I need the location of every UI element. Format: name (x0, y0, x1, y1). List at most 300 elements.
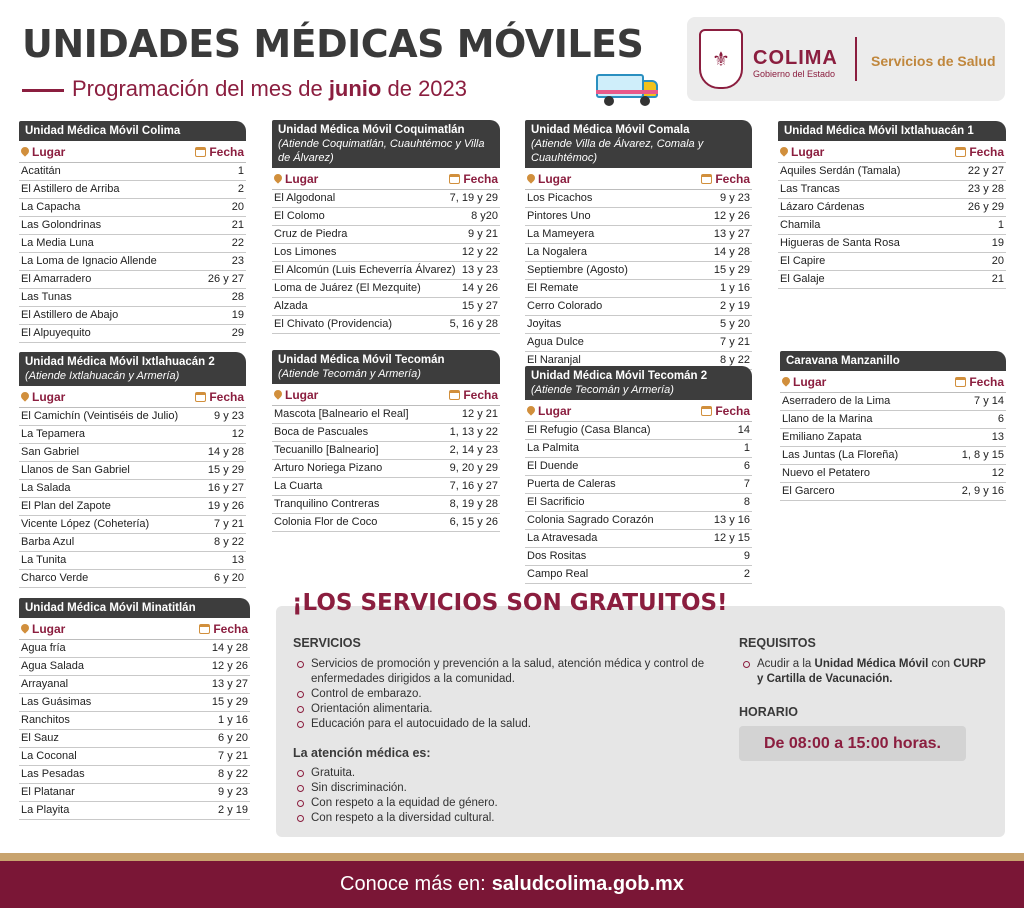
place-name: El Remate (527, 282, 579, 294)
visit-dates: 15 y 29 (207, 464, 244, 476)
place-name: El Refugio (Casa Blanca) (527, 424, 651, 436)
place-label: Lugar (32, 390, 66, 404)
table-row (19, 307, 246, 325)
table-row (19, 217, 246, 235)
state-seal-icon: ⚜ (699, 29, 743, 89)
place-name: Las Guásimas (21, 696, 92, 708)
place-name: El Astillero de Arriba (21, 183, 120, 195)
table-row (272, 262, 500, 280)
table-row (525, 316, 752, 334)
table-row (272, 442, 500, 460)
table-row (19, 802, 250, 820)
place-name: La Tunita (21, 554, 67, 566)
visit-dates: 20 (231, 201, 244, 213)
visit-dates: 12 y 21 (461, 408, 498, 420)
card-subtitle: (Atiende Tecomán y Armería) (531, 384, 674, 396)
logo-divider (855, 37, 857, 81)
date-label: Fecha (715, 404, 750, 418)
date-header (955, 375, 1004, 389)
table-row (778, 217, 1006, 235)
place-header (21, 390, 65, 404)
list-item: Con respeto a la diversidad cultural. (293, 811, 723, 826)
table-row (525, 208, 752, 226)
place-name: Las Juntas (La Floreña) (782, 449, 899, 461)
subtitle-post: de 2023 (387, 76, 468, 101)
visit-dates: 13 (991, 431, 1004, 443)
date-label: Fecha (213, 622, 248, 636)
place-header (21, 622, 65, 636)
subtitle-month: junio (328, 76, 382, 101)
place-name: La Nogalera (527, 246, 587, 258)
table-row (778, 181, 1006, 199)
place-name: Charco Verde (21, 572, 89, 584)
column-header (19, 141, 246, 163)
place-header (274, 172, 318, 186)
list-item: Orientación alimentaria. (293, 702, 723, 717)
place-name: Nuevo el Petatero (782, 467, 871, 479)
place-name: Cruz de Piedra (274, 228, 348, 240)
table-row (272, 190, 500, 208)
place-name: Lázaro Cárdenas (780, 201, 865, 213)
table-row (778, 163, 1006, 181)
place-name: La Cuarta (274, 480, 323, 492)
card-tecoman-2 (525, 366, 752, 584)
table-row (525, 458, 752, 476)
calendar-icon (195, 392, 206, 402)
visit-dates: 6 (743, 460, 750, 472)
card-comala (525, 120, 752, 370)
logo-tagline: Gobierno del Estado (753, 69, 836, 79)
calendar-icon (449, 390, 460, 400)
card-colima (19, 121, 246, 343)
place-name: El Astillero de Abajo (21, 309, 119, 321)
visit-dates: 6 y 20 (218, 732, 248, 744)
table-row (19, 534, 246, 552)
table-row (525, 422, 752, 440)
table-row (272, 244, 500, 262)
place-name: Tecuanillo [Balneario] (274, 444, 379, 456)
visit-dates: 2 y 19 (218, 804, 248, 816)
card-ixtlahuacan-1 (778, 121, 1006, 289)
visit-dates: 29 (231, 327, 244, 339)
visit-dates: 12 (231, 428, 244, 440)
visit-dates: 8 y 22 (214, 536, 244, 548)
card-title (525, 120, 752, 168)
table-row (525, 298, 752, 316)
date-header (195, 390, 244, 404)
visit-dates: 20 (991, 255, 1004, 267)
medical-truck-icon (596, 70, 660, 106)
place-name: Joyitas (527, 318, 562, 330)
calendar-icon (449, 174, 460, 184)
place-name: Aserradero de la Lima (782, 395, 891, 407)
visit-dates: 6 (997, 413, 1004, 425)
card-title (19, 352, 246, 386)
card-title-text: Unidad Médica Móvil Ixtlahuacán 1 (784, 125, 974, 137)
place-name: Las Pesadas (21, 768, 85, 780)
place-name: El Algodonal (274, 192, 336, 204)
table-row (272, 298, 500, 316)
place-name: La Loma de Ignacio Allende (21, 255, 157, 267)
visit-dates: 26 y 29 (967, 201, 1004, 213)
place-name: Cerro Colorado (527, 300, 603, 312)
attention-list (293, 766, 723, 826)
card-subtitle: (Atiende Coquimatlán, Cuauhtémoc y Villa de Álvarez) (278, 138, 485, 164)
table-row (525, 530, 752, 548)
visit-dates: 8 y 22 (218, 768, 248, 780)
visit-dates: 12 (991, 467, 1004, 479)
visit-dates: 9 y 23 (214, 410, 244, 422)
table-row (778, 199, 1006, 217)
card-subtitle: (Atiende Tecomán y Armería) (278, 368, 421, 380)
place-name: La Salada (21, 482, 71, 494)
visit-dates: 7, 16 y 27 (449, 480, 498, 492)
visit-dates: 13 y 23 (461, 264, 498, 276)
visit-dates: 9 y 23 (218, 786, 248, 798)
map-pin-icon (527, 174, 535, 184)
table-row (525, 244, 752, 262)
place-name: La Tepamera (21, 428, 86, 440)
place-name: Dos Rositas (527, 550, 587, 562)
visit-dates: 21 (991, 273, 1004, 285)
visit-dates: 7, 19 y 29 (449, 192, 498, 204)
requirements-list (739, 657, 989, 687)
date-header (955, 145, 1004, 159)
date-header (449, 388, 498, 402)
column-header (272, 384, 500, 406)
table-row (19, 784, 250, 802)
table-row (19, 498, 246, 516)
table-row (19, 730, 250, 748)
place-name: Los Limones (274, 246, 337, 258)
table-row (19, 426, 246, 444)
visit-dates: 7 y 21 (218, 750, 248, 762)
card-title (778, 121, 1006, 141)
visit-dates: 13 (231, 554, 244, 566)
card-title-text: Unidad Médica Móvil Ixtlahuacán 2 (25, 356, 215, 368)
place-label: Lugar (791, 145, 825, 159)
calendar-icon (701, 174, 712, 184)
req-text-docs: CURP y Cartilla de Vacunación. (757, 658, 986, 685)
table-row (19, 408, 246, 426)
table-row (19, 271, 246, 289)
visit-dates: 19 y 26 (207, 500, 244, 512)
logo-department: Servicios de Salud (871, 53, 996, 69)
place-name: El Plan del Zapote (21, 500, 111, 512)
visit-dates: 8 y20 (471, 210, 498, 222)
logo-name: COLIMA (753, 47, 838, 69)
requirements-heading: REQUISITOS (739, 636, 816, 650)
map-pin-icon (21, 624, 29, 634)
card-title-text: Caravana Manzanillo (786, 355, 900, 367)
column-header (272, 168, 500, 190)
visit-dates: 14 y 28 (713, 246, 750, 258)
table-row (272, 424, 500, 442)
card-subtitle: (Atiende Villa de Álvarez, Comala y Cuauhtémoc) (531, 138, 704, 164)
table-row (525, 476, 752, 494)
visit-dates: 22 y 27 (967, 165, 1004, 177)
place-label: Lugar (32, 145, 66, 159)
table-row (778, 235, 1006, 253)
place-name: Vicente López (Cohetería) (21, 518, 150, 530)
date-label: Fecha (209, 390, 244, 404)
footer-link[interactable]: saludcolima.gob.mx (491, 873, 684, 895)
place-name: El Platanar (21, 786, 75, 798)
visit-dates: 22 (231, 237, 244, 249)
schedule-hours: De 08:00 a 15:00 horas. (739, 726, 966, 761)
visit-dates: 1 y 16 (720, 282, 750, 294)
date-label: Fecha (969, 145, 1004, 159)
visit-dates: 15 y 29 (211, 696, 248, 708)
visit-dates: 5, 16 y 28 (449, 318, 498, 330)
visit-dates: 13 y 16 (713, 514, 750, 526)
table-row (525, 334, 752, 352)
card-title (525, 366, 752, 400)
visit-dates: 7 y 14 (974, 395, 1004, 407)
table-row (525, 262, 752, 280)
date-label: Fecha (969, 375, 1004, 389)
place-name: La Coconal (21, 750, 77, 762)
visit-dates: 2 (237, 183, 244, 195)
calendar-icon (701, 406, 712, 416)
date-header (449, 172, 498, 186)
visit-dates: 8 (743, 496, 750, 508)
visit-dates: 16 y 27 (207, 482, 244, 494)
place-label: Lugar (793, 375, 827, 389)
table-row (272, 496, 500, 514)
table-row (19, 658, 250, 676)
page-subtitle (72, 76, 467, 102)
visit-dates: 14 y 28 (211, 642, 248, 654)
place-name: Agua Dulce (527, 336, 584, 348)
visit-dates: 6 y 20 (214, 572, 244, 584)
map-pin-icon (780, 147, 788, 157)
table-row (780, 411, 1006, 429)
place-name: La Palmita (527, 442, 579, 454)
table-row (19, 253, 246, 271)
date-header (701, 404, 750, 418)
place-name: El Garcero (782, 485, 835, 497)
footer-stripe (0, 853, 1024, 861)
place-name: Tranquilino Contreras (274, 498, 380, 510)
place-name: Ranchitos (21, 714, 70, 726)
table-row (525, 280, 752, 298)
visit-dates: 12 y 26 (211, 660, 248, 672)
table-row (19, 748, 250, 766)
card-title-text: Unidad Médica Móvil Comala (531, 124, 690, 136)
visit-dates: 19 (991, 237, 1004, 249)
place-name: Higueras de Santa Rosa (780, 237, 900, 249)
card-title (780, 351, 1006, 371)
place-name: Aquiles Serdán (Tamala) (780, 165, 901, 177)
visit-dates: 9, 20 y 29 (449, 462, 498, 474)
visit-dates: 6, 15 y 26 (449, 516, 498, 528)
visit-dates: 7 y 21 (214, 518, 244, 530)
place-name: Campo Real (527, 568, 589, 580)
card-title (272, 120, 500, 168)
attention-heading: La atención médica es: (293, 746, 431, 760)
place-name: Loma de Juárez (El Mezquite) (274, 282, 421, 294)
table-row (19, 480, 246, 498)
place-name: La Mameyera (527, 228, 595, 240)
services-list (293, 657, 723, 732)
place-name: Barba Azul (21, 536, 75, 548)
visit-dates: 12 y 22 (461, 246, 498, 258)
place-name: Alzada (274, 300, 308, 312)
table-row (272, 226, 500, 244)
date-label: Fecha (715, 172, 750, 186)
map-pin-icon (21, 147, 29, 157)
subtitle-pre: Programación del mes de (72, 76, 323, 101)
card-title (19, 121, 246, 141)
column-header (778, 141, 1006, 163)
table-row (525, 190, 752, 208)
date-header (199, 622, 248, 636)
card-title (272, 350, 500, 384)
card-title (19, 598, 250, 618)
table-row (525, 440, 752, 458)
visit-dates: 15 y 29 (713, 264, 750, 276)
place-name: El Sauz (21, 732, 59, 744)
place-name: Chamila (780, 219, 821, 231)
table-row (780, 465, 1006, 483)
req-text-pre: Acudir a la (757, 658, 812, 670)
visit-dates: 1, 13 y 22 (449, 426, 498, 438)
place-name: El Alpuyequito (21, 327, 91, 339)
table-row (19, 712, 250, 730)
list-item: Educación para el autocuidado de la salud. (293, 717, 723, 732)
place-name: Boca de Pascuales (274, 426, 369, 438)
table-row (525, 548, 752, 566)
visit-dates: 14 (737, 424, 750, 436)
list-item: Con respeto a la equidad de género. (293, 796, 723, 811)
req-text-unit: Unidad Médica Móvil (814, 658, 929, 670)
calendar-icon (195, 147, 206, 157)
place-name: La Capacha (21, 201, 81, 213)
visit-dates: 15 y 27 (461, 300, 498, 312)
table-row (778, 253, 1006, 271)
table-row (525, 566, 752, 584)
table-row (19, 444, 246, 462)
visit-dates: 8, 19 y 28 (449, 498, 498, 510)
footer-text: Conoce más en: (340, 873, 486, 895)
place-header (274, 388, 318, 402)
card-minatitlan (19, 598, 250, 820)
table-row (272, 406, 500, 424)
list-item: Gratuita. (293, 766, 723, 781)
visit-dates: 1 (237, 165, 244, 177)
table-row (272, 280, 500, 298)
table-row (19, 640, 250, 658)
visit-dates: 9 (743, 550, 750, 562)
place-name: Llano de la Marina (782, 413, 873, 425)
table-row (780, 483, 1006, 501)
visit-dates: 14 y 26 (461, 282, 498, 294)
place-name: Las Tunas (21, 291, 72, 303)
place-label: Lugar (538, 404, 572, 418)
map-pin-icon (274, 174, 282, 184)
table-row (19, 325, 246, 343)
place-name: San Gabriel (21, 446, 80, 458)
card-title-text: Unidad Médica Móvil Colima (25, 125, 181, 137)
place-name: Las Trancas (780, 183, 840, 195)
card-title-text: Unidad Médica Móvil Minatitlán (25, 602, 196, 614)
visit-dates: 1 (743, 442, 750, 454)
column-header (525, 168, 752, 190)
place-name: Agua Salada (21, 660, 84, 672)
place-name: La Playita (21, 804, 70, 816)
visit-dates: 13 y 27 (211, 678, 248, 690)
visit-dates: 1, 8 y 15 (961, 449, 1004, 461)
place-name: Arturo Noriega Pizano (274, 462, 383, 474)
footer (0, 861, 1024, 908)
card-manzanillo (780, 351, 1006, 501)
free-services-title: ¡LOS SERVICIOS SON GRATUITOS! (292, 590, 728, 616)
table-row (780, 447, 1006, 465)
place-name: El Capire (780, 255, 826, 267)
place-label: Lugar (285, 172, 319, 186)
place-name: El Naranjal (527, 354, 581, 366)
table-row (780, 429, 1006, 447)
visit-dates: 8 y 22 (720, 354, 750, 366)
subtitle-rule (22, 89, 64, 92)
table-row (19, 766, 250, 784)
place-name: Los Picachos (527, 192, 593, 204)
visit-dates: 26 y 27 (207, 273, 244, 285)
place-label: Lugar (538, 172, 572, 186)
visit-dates: 7 (743, 478, 750, 490)
visit-dates: 23 y 28 (967, 183, 1004, 195)
card-title-text: Unidad Médica Móvil Coquimatlán (278, 124, 465, 136)
place-name: El Galaje (780, 273, 825, 285)
place-name: Acatitán (21, 165, 61, 177)
visit-dates: 7 y 21 (720, 336, 750, 348)
place-name: El Chivato (Providencia) (274, 318, 392, 330)
place-name: El Duende (527, 460, 579, 472)
place-label: Lugar (32, 622, 66, 636)
visit-dates: 14 y 28 (207, 446, 244, 458)
table-row (272, 478, 500, 496)
table-row (525, 494, 752, 512)
card-title-text: Unidad Médica Móvil Tecomán (278, 354, 445, 366)
calendar-icon (955, 147, 966, 157)
list-item: Servicios de promoción y prevención a la salud, atención médica y control de enfermedades dirigidos a la comunidad. (293, 657, 723, 687)
visit-dates: 9 y 21 (468, 228, 498, 240)
map-pin-icon (274, 390, 282, 400)
table-row (19, 570, 246, 588)
place-name: El Alcomún (Luis Echeverría Álvarez) (274, 264, 456, 276)
table-row (19, 289, 246, 307)
map-pin-icon (782, 377, 790, 387)
date-label: Fecha (463, 388, 498, 402)
visit-dates: 12 y 15 (713, 532, 750, 544)
place-name: Agua fría (21, 642, 66, 654)
place-name: La Media Luna (21, 237, 94, 249)
place-name: Colonia Flor de Coco (274, 516, 378, 528)
req-text-mid: con (931, 658, 951, 670)
table-row (272, 460, 500, 478)
table-row (272, 208, 500, 226)
table-row (525, 226, 752, 244)
place-name: El Sacrificio (527, 496, 585, 508)
place-header (527, 172, 571, 186)
date-header (701, 172, 750, 186)
visit-dates: 2, 9 y 16 (961, 485, 1004, 497)
column-header (19, 618, 250, 640)
visit-dates: 12 y 26 (713, 210, 750, 222)
visit-dates: 1 y 16 (218, 714, 248, 726)
table-row (272, 316, 500, 334)
